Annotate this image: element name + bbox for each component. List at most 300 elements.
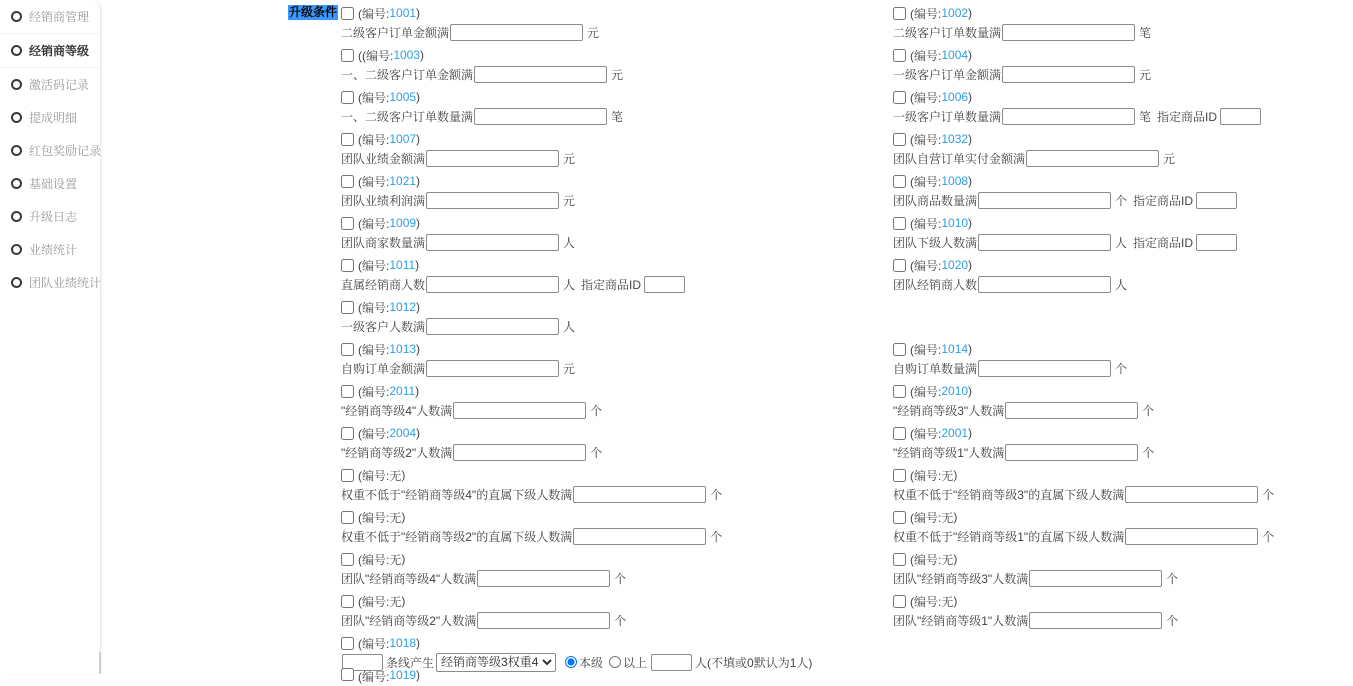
condition-checkbox[interactable] [341,49,354,62]
id-prefix: (编号: [910,216,942,231]
condition-id: 1010 [941,216,969,230]
condition-checkbox[interactable] [893,7,906,20]
condition-body [341,274,893,294]
condition-checkbox[interactable] [341,385,354,398]
condition-body [341,442,893,462]
condition-label: 二级客户订单数量满 [893,25,1002,40]
condition-checkbox[interactable] [893,259,906,272]
above-level-label: 以上 [623,655,648,670]
condition-header [893,340,1353,358]
id-prefix: (编号: [910,468,942,483]
condition-body [893,526,1353,546]
condition-label: 一级客户人数满 [341,319,426,334]
condition-label: 一、二级客户订单金额满 [341,67,474,82]
condition-1011 [341,256,893,298]
condition-unit: 人 [1115,277,1128,292]
condition-value-input[interactable] [1002,24,1135,41]
condition-1008 [893,172,1353,214]
sidebar-item-4[interactable] [0,101,100,134]
id-prefix: (编号: [910,342,942,357]
condition-1005 [341,88,893,130]
condition-body [893,358,1353,378]
condition-header [893,592,1353,610]
condition-value-input[interactable] [1005,402,1138,419]
id-prefix: (编号: [910,132,942,147]
id-prefix: (编号: [358,594,390,609]
condition-body [893,64,1353,84]
condition-none-13-left [341,550,893,592]
condition-header [341,466,893,484]
condition-value-input[interactable] [1002,108,1135,125]
id-suffix: ) [968,132,973,146]
condition-label: "经销商等级4"人数满 [341,403,453,418]
condition-checkbox[interactable] [893,343,906,356]
id-suffix: ) [968,90,973,104]
condition-none-14-right [893,592,1353,634]
condition-body [341,526,893,546]
condition-header [341,340,893,358]
circle-icon [11,277,22,288]
condition-checkbox[interactable] [893,133,906,146]
id-prefix: (编号: [358,636,390,651]
condition-unit: 人 [563,277,576,292]
condition-id: 1005 [389,90,417,104]
condition-unit: 个 [710,529,723,544]
condition-header [341,214,893,232]
condition-header [893,508,1353,526]
condition-value-input[interactable] [978,276,1111,293]
condition-value-input[interactable] [450,24,583,41]
condition-value-input[interactable] [1002,66,1135,83]
condition-2010 [893,382,1353,424]
id-prefix: (编号: [358,174,390,189]
condition-body [341,568,893,588]
id-prefix: (编号: [910,174,942,189]
above-level-radio[interactable] [609,656,621,668]
id-suffix: ) [416,300,421,314]
condition-checkbox[interactable] [893,91,906,104]
condition-1006 [893,88,1353,130]
id-prefix: (编号: [910,6,942,21]
id-prefix: (编号: [358,426,390,441]
condition-body [341,610,893,630]
condition-id: 1014 [941,342,969,356]
condition-header [893,466,1353,484]
condition-id: 无 [389,594,402,609]
sidebar-item-label: 业绩统计 [29,243,78,257]
condition-checkbox[interactable] [341,91,354,104]
condition-value-input[interactable] [453,444,586,461]
condition-body [341,484,893,504]
sidebar-item-2[interactable] [0,34,100,68]
sidebar-item-8[interactable] [0,233,100,266]
condition-checkbox[interactable] [341,469,354,482]
sidebar-item-9[interactable] [0,266,100,299]
condition-unit: 个 [1142,445,1155,460]
condition-unit: 元 [1139,67,1152,82]
condition-1009 [341,214,893,256]
id-prefix: (编号: [910,258,942,273]
condition-checkbox[interactable] [341,217,354,230]
id-suffix: ) [416,6,421,20]
id-suffix: ) [968,384,973,398]
condition-body [341,148,893,168]
condition-checkbox[interactable] [893,469,906,482]
id-prefix: (编号: [358,670,390,684]
id-suffix: ) [968,6,973,20]
circle-icon [11,11,22,22]
condition-1014 [893,340,1353,382]
condition-none-12-left [341,508,893,550]
condition-unit: 个 [590,403,603,418]
circle-icon [11,244,22,255]
id-prefix: (编号: [358,216,390,231]
condition-header [341,130,893,148]
condition-id: 无 [389,510,402,525]
condition-unit: 个 [1166,613,1179,628]
sidebar [0,0,101,674]
condition-label: 团队"经销商等级1"人数满 [893,613,1029,628]
product-id-input[interactable] [1196,192,1237,209]
condition-none-11-right [893,466,1353,508]
id-prefix: (编号: [358,384,390,399]
condition-checkbox[interactable] [341,553,354,566]
circle-icon [11,45,22,56]
condition-unit: 笔 [611,109,624,124]
condition-label: 团队下级人数满 [893,235,978,250]
condition-value-input[interactable] [573,528,706,545]
condition-body [893,610,1353,630]
condition-id: 1004 [941,48,969,62]
id-prefix: (编号: [910,426,942,441]
condition-body [893,442,1353,462]
condition-unit: 个 [1262,529,1275,544]
condition-value-input[interactable] [1125,486,1258,503]
id-prefix: (编号: [358,258,390,273]
condition-checkbox[interactable] [893,553,906,566]
condition-id: 无 [941,552,954,567]
empty-cell [893,298,1353,340]
condition-id: 无 [941,510,954,525]
condition-label: 团队业绩金额满 [341,151,426,166]
id-suffix: ) [968,174,973,188]
sidebar-item-5[interactable] [0,134,100,167]
condition-none-14-left [341,592,893,634]
condition-unit: 元 [563,361,576,376]
id-prefix: (编号: [358,300,390,315]
condition-value-input[interactable] [1029,570,1162,587]
product-id-label: 指定商品ID [1157,109,1218,124]
condition-label: "经销商等级3"人数满 [893,403,1005,418]
condition-header [893,4,1353,22]
condition-label: 团队"经销商等级2"人数满 [341,613,477,628]
condition-value-input[interactable] [978,234,1111,251]
id-suffix: ) [401,552,406,566]
condition-id: 1018 [389,636,417,650]
upgrade-conditions-grid [341,4,1353,676]
condition-value-input[interactable] [1125,528,1258,545]
condition-unit: 人 [563,235,576,250]
condition-checkbox[interactable] [341,637,354,650]
condition-body [893,148,1353,168]
condition-body [893,568,1353,588]
condition-value-input[interactable] [426,318,559,335]
sidebar-item-label: 经销商管理 [29,10,90,24]
same-level-radio[interactable] [565,656,577,668]
id-suffix: ) [953,552,958,566]
condition-body [893,106,1353,126]
condition-body [341,400,893,420]
condition-id: 1006 [941,90,969,104]
condition-header [893,256,1353,274]
product-id-input[interactable] [1196,234,1237,251]
condition-header [341,46,893,64]
condition-checkbox[interactable] [893,511,906,524]
condition-value-input[interactable] [474,66,607,83]
condition-unit: 个 [1115,361,1128,376]
condition-body [893,232,1353,252]
condition-value-input[interactable] [426,276,559,293]
condition-checkbox[interactable] [341,259,354,272]
level-weight-select[interactable] [436,653,556,672]
id-suffix: ) [953,594,958,608]
condition-body [893,274,1353,294]
condition-none-13-right [893,550,1353,592]
condition-unit: 笔 [1139,109,1152,124]
condition-value-input[interactable] [1005,444,1138,461]
condition-checkbox[interactable] [341,133,354,146]
condition-checkbox[interactable] [893,385,906,398]
condition-label: 权重不低于"经销商等级4"的直属下级人数满 [341,487,573,502]
condition-id: 1009 [389,216,417,230]
id-suffix: ) [416,668,421,682]
condition-header [893,424,1353,442]
condition-id: 无 [389,468,402,483]
condition-value-input[interactable] [978,360,1111,377]
product-id-label: 指定商品ID [1133,235,1194,250]
id-suffix: ) [968,426,973,440]
condition-id: 无 [941,468,954,483]
condition-id: 1002 [941,6,969,20]
condition-label: 直属经销商人数 [341,277,426,292]
condition-2011 [341,382,893,424]
condition-id: 1013 [389,342,417,356]
line-produce-label: 条线产生 [386,655,435,670]
id-prefix: (编号: [910,48,942,63]
condition-body [341,190,893,210]
sidebar-item-7[interactable] [0,200,100,233]
condition-label: 权重不低于"经销商等级3"的直属下级人数满 [893,487,1125,502]
condition-body [893,22,1353,42]
condition-value-input[interactable] [426,360,559,377]
condition-1010 [893,214,1353,256]
condition-header [893,214,1353,232]
condition-body [893,190,1353,210]
product-id-label: 指定商品ID [1133,193,1194,208]
condition-1003 [341,46,893,88]
sidebar-item-label: 基础设置 [29,177,78,191]
condition-id: 1032 [941,132,969,146]
condition-id: 1001 [389,6,417,20]
id-suffix: ) [968,258,973,272]
condition-body [341,64,893,84]
condition-1001 [341,4,893,46]
circle-icon [11,178,22,189]
condition-checkbox[interactable] [341,7,354,20]
condition-checkbox[interactable] [341,301,354,314]
condition-unit: 元 [563,151,576,166]
id-suffix: ) [416,342,421,356]
condition-value-input[interactable] [477,570,610,587]
condition-header [893,382,1353,400]
condition-unit: 元 [587,25,600,40]
product-id-label: 指定商品ID [581,277,642,292]
id-prefix: ((编号: [358,48,394,63]
condition-checkbox[interactable] [341,427,354,440]
condition-body [341,652,893,672]
condition-label: 一级客户订单数量满 [893,109,1002,124]
sidebar-scrollbar-thumb[interactable] [99,652,101,674]
sidebar-item-label: 激活码记录 [29,78,90,92]
condition-body [341,106,893,126]
condition-checkbox[interactable] [893,217,906,230]
condition-body [341,316,893,336]
id-prefix: (编号: [358,468,390,483]
condition-value-input[interactable] [477,612,610,629]
condition-1013 [341,340,893,382]
condition-unit: 个 [710,487,723,502]
sidebar-item-3[interactable] [0,68,100,101]
id-suffix: ) [968,342,973,356]
condition-value-input[interactable] [426,234,559,251]
condition-label: 二级客户订单金额满 [341,25,450,40]
condition-header [893,88,1353,106]
condition-id: 1007 [389,132,417,146]
condition-id: 1003 [393,48,421,62]
condition-id: 无 [941,594,954,609]
id-suffix: ) [968,48,973,62]
condition-value-input[interactable] [978,192,1111,209]
condition-checkbox[interactable] [341,668,354,681]
sidebar-item-label: 经销商等级 [29,44,90,58]
condition-label: 团队商品数量满 [893,193,978,208]
sidebar-item-label: 提成明细 [29,111,78,125]
condition-value-input[interactable] [453,402,586,419]
condition-unit: 个 [1262,487,1275,502]
condition-1002 [893,4,1353,46]
condition-value-input[interactable] [426,192,559,209]
condition-label: 一级客户订单金额满 [893,67,1002,82]
condition-value-input[interactable] [474,108,607,125]
condition-unit: 元 [1163,151,1176,166]
id-prefix: (编号: [910,384,942,399]
condition-1012 [341,298,893,340]
condition-id: 1021 [389,174,417,188]
condition-label: 团队业绩利润满 [341,193,426,208]
condition-label: 权重不低于"经销商等级1"的直属下级人数满 [893,529,1125,544]
condition-header [341,424,893,442]
condition-id: 1011 [389,258,416,272]
sidebar-item-label: 团队业绩统计 [29,276,102,290]
sidebar-item-1[interactable] [0,0,100,34]
condition-unit: 个 [614,613,627,628]
condition-label: 团队经销商人数 [893,277,978,292]
condition-none-11-left [341,466,893,508]
partial-next-condition [341,668,420,686]
condition-unit: 元 [611,67,624,82]
id-suffix: ) [416,636,421,650]
id-suffix: ) [416,216,421,230]
condition-label: 团队"经销商等级3"人数满 [893,571,1029,586]
condition-value-input[interactable] [573,486,706,503]
condition-id: 1008 [941,174,969,188]
condition-checkbox[interactable] [893,49,906,62]
id-prefix: (编号: [358,6,390,21]
condition-1004 [893,46,1353,88]
condition-id: 2001 [941,426,969,440]
condition-id: 1020 [941,258,969,272]
condition-checkbox[interactable] [341,343,354,356]
condition-checkbox[interactable] [893,175,906,188]
condition-none-12-right [893,508,1353,550]
condition-unit: 个 [1142,403,1155,418]
condition-label: 自购订单金额满 [341,361,426,376]
condition-id: 2011 [389,384,416,398]
condition-unit: 人 [1115,235,1128,250]
condition-label: 团队商家数量满 [341,235,426,250]
condition-header [341,634,893,652]
condition-2004 [341,424,893,466]
condition-unit: 个 [590,445,603,460]
condition-label: "经销商等级1"人数满 [893,445,1005,460]
condition-checkbox[interactable] [341,595,354,608]
condition-header [341,4,893,22]
condition-checkbox[interactable] [341,175,354,188]
condition-checkbox[interactable] [341,511,354,524]
id-prefix: (编号: [358,132,390,147]
empty-cell [893,634,1353,676]
id-suffix: ) [416,132,421,146]
circle-icon [11,211,22,222]
id-prefix: (编号: [358,552,390,567]
product-id-input[interactable] [644,276,685,293]
condition-header [341,592,893,610]
id-suffix: ) [968,216,973,230]
condition-value-input[interactable] [1026,150,1159,167]
condition-checkbox[interactable] [893,427,906,440]
condition-id: 1019 [389,668,417,682]
condition-body [341,232,893,252]
condition-label: 团队自营订单实付金额满 [893,151,1026,166]
condition-header [341,550,893,568]
condition-1021 [341,172,893,214]
id-suffix: ) [401,468,406,482]
condition-checkbox[interactable] [893,595,906,608]
id-suffix: ) [416,426,421,440]
id-suffix: ) [420,48,425,62]
id-prefix: (编号: [910,552,942,567]
condition-header [893,130,1353,148]
people-count-input[interactable] [651,654,692,671]
condition-header [341,298,893,316]
condition-value-input[interactable] [426,150,559,167]
condition-value-input[interactable] [1029,612,1162,629]
sidebar-item-6[interactable] [0,167,100,200]
id-suffix: ) [953,510,958,524]
id-prefix: (编号: [358,510,390,525]
circle-icon [11,79,22,90]
product-id-input[interactable] [1220,108,1261,125]
